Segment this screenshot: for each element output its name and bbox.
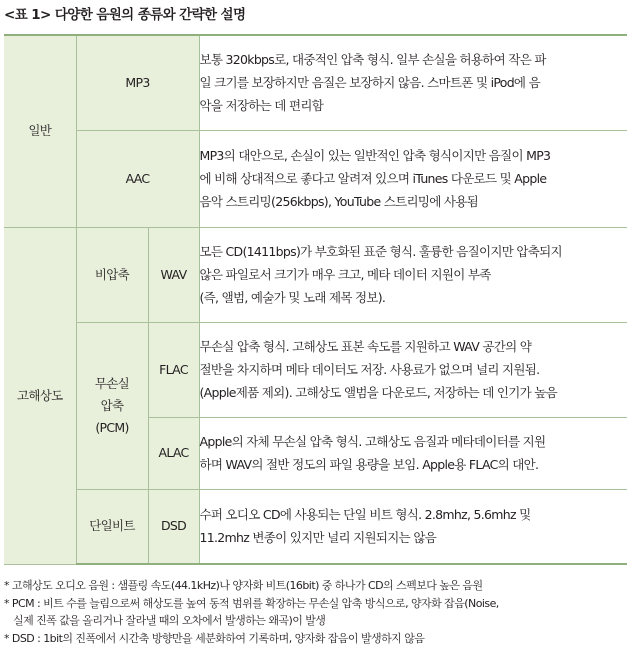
desc-aac: MP3의 대안으로, 손실이 있는 일반적인 압축 형식이지만 음질이 MP3 에 비해 상대적으로 좋다고 알려져 있으며 iTunes 다운로드 및 Apple 음악 스트리밍(256kbps), YouTube 스트리밍에 사용됨 [199,130,627,227]
subgroup-lossless: 무손실 압축 (PCM) [76,322,148,489]
format-dsd: DSD [148,489,199,564]
desc-dsd: 수퍼 오디오 CD에 사용되는 단일 비트 형식. 2.8mhz, 5.6mhz 및 11.2mhz 변종이 있지만 널리 지원되지는 않음 [199,489,627,564]
footnotes [4,577,627,647]
table-caption: <표 1> 다양한 음원의 종류와 간략한 설명 [4,7,246,23]
table-row [4,489,627,564]
table-row [4,35,627,130]
format-aac: AAC [76,130,199,227]
group-hires: 고해상도 [4,227,76,564]
desc-alac: Apple의 자체 무손실 압축 형식. 고해상도 음질과 메타데이터를 지원 하며 WAV의 절반 정도의 파일 용량을 보임. Apple용 FLAC의 대안. [199,417,627,489]
footnote-pcm-continued: 실제 진폭 값을 올리거나 잘라낼 때의 오차에서 발생하는 왜곡)이 발생 [13,614,326,627]
desc-mp3: 보통 320kbps로, 대중적인 압축 형식. 일부 손실을 허용하여 작은 파 일 크기를 보장하지만 음질은 보장하지 않음. 스마트폰 및 iPod에 음 악을 저장하는 데 편리함 [199,35,627,130]
footnote-pcm: * PCM : 비트 수를 늘림으로써 해상도를 높여 동적 범위를 확장하는 무손실 압축 방식으로, 양자화 잡음(Noise, [4,596,499,610]
desc-flac: 무손실 압축 형식. 고해상도 표본 속도를 지원하고 WAV 공간의 약 절반을 차지하며 메타 데이터도 저장. 사용료가 없으며 널리 지원됨. (Apple제품 제외). 고해상도 앨범을 다운로드, 저장하는 데 인기가 높음 [199,322,627,417]
footnote-hires: * 고해상도 오디오 음원 : 샘플링 속도(44.1kHz)나 양자화 비트(16bit) 중 하나가 CD의 스펙보다 높은 음원 [4,579,483,592]
subgroup-uncompressed: 비압축 [76,227,148,322]
format-wav: WAV [148,227,199,322]
audio-format-table [4,34,627,565]
desc-wav: 모든 CD(1411bps)가 부호화된 표준 형식. 훌륭한 음질이지만 압축되지 않은 파일로서 크기가 매우 크고, 메타 데이터 지원이 부족 (즉, 앨범, 예술가 및 노래 제목 정보). [199,227,627,322]
format-flac: FLAC [148,322,199,417]
format-mp3: MP3 [76,35,199,130]
table-row [4,322,627,417]
footnote-dsd: * DSD : 1bit의 진폭에서 시간축 방향만을 세분화하여 기록하며, 양자화 잡음이 발생하지 않음 [4,631,425,645]
subgroup-singlebit: 단일비트 [76,489,148,564]
table-row [4,227,627,322]
table-row [4,130,627,227]
format-alac: ALAC [148,417,199,489]
group-general: 일반 [4,35,76,227]
